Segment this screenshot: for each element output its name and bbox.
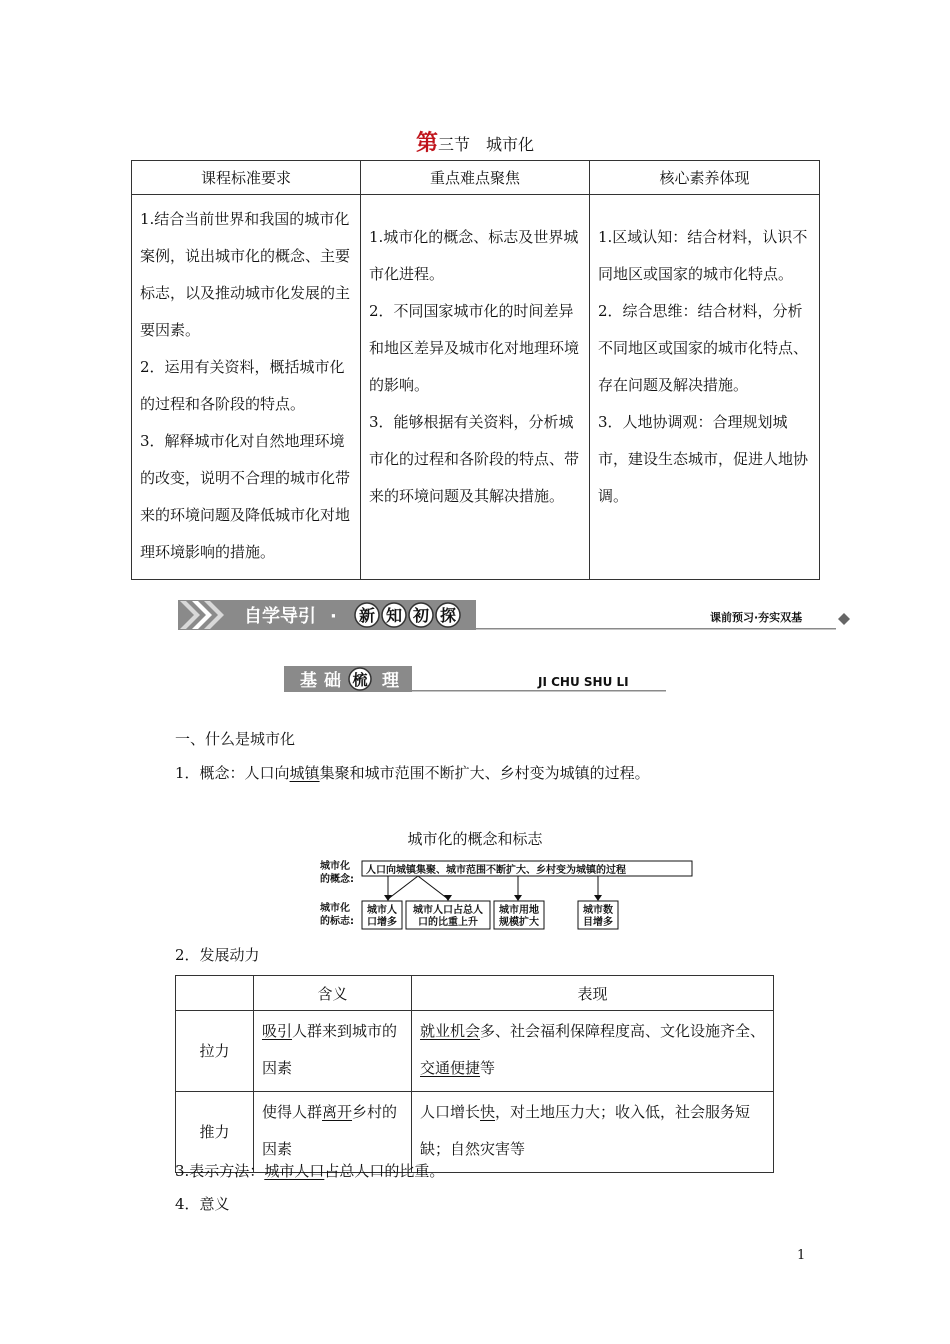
- answer-blank: 快: [480, 1103, 496, 1121]
- standards-body-row: [132, 195, 820, 580]
- banner-char: 初: [412, 606, 430, 625]
- meaning-text: 乡村的因素: [262, 1103, 398, 1158]
- banner2-circle-char: 梳: [352, 671, 368, 689]
- banner2-char: 理: [382, 671, 399, 691]
- row-name: 拉力: [176, 1011, 254, 1092]
- method-prefix: 3.表示方法：: [175, 1162, 265, 1180]
- marks-box-text: 规模扩大: [499, 917, 539, 928]
- standards-header-row: [132, 161, 820, 195]
- banner-tag: 课前预习·夯实双基: [710, 611, 803, 624]
- literacy-item: 3．人地协调观：合理规划城市，建设生态城市，促进人地协调。: [598, 413, 809, 505]
- manifestation-cell: [412, 1011, 774, 1092]
- answer-blank: 离开: [322, 1103, 353, 1121]
- meaning-text: 使得人群: [262, 1103, 323, 1121]
- marks-box-text: 目增多: [583, 917, 613, 928]
- table-row: [176, 1011, 774, 1092]
- header-standards: 课程标准要求: [132, 161, 361, 195]
- banner-char: 新: [358, 606, 376, 625]
- standards-item: 2．运用有关资料，概括城市化的过程和各阶段的特点。: [140, 358, 345, 413]
- header-meaning: 含义: [254, 976, 412, 1011]
- driving-force-table: [175, 975, 774, 1173]
- banner-char: 探: [439, 606, 457, 625]
- figure-title: 城市化的概念和标志: [407, 830, 543, 848]
- banner-left-text: 自学导引: [244, 606, 316, 627]
- section-heading: 2．发展动力: [175, 946, 260, 964]
- header-blank: [176, 976, 254, 1011]
- marks-box-text: 城市人口占总人: [413, 905, 483, 916]
- concept-answer: 城镇: [289, 764, 320, 782]
- banner2-char: 基: [300, 671, 317, 691]
- marks-label: 的标志:: [320, 916, 354, 927]
- concept-prefix: 1．概念：人口向: [175, 764, 290, 782]
- marks-box-text: 城市人: [367, 905, 397, 916]
- manifestation-cell: [412, 1092, 774, 1173]
- marks-box-text: 口的比重上升: [418, 917, 478, 928]
- concept-label: 的概念:: [320, 874, 354, 885]
- answer-blank: 就业机会: [420, 1022, 481, 1040]
- standards-item: 3．解释城市化对自然地理环境的改变，说明不合理的城市化带来的环境问题及降低城市化对地理环境影响的措施。: [140, 432, 351, 561]
- driving-header-row: [176, 976, 774, 1011]
- manifestation-text: 等: [480, 1059, 496, 1077]
- marks-box-text: 口增多: [367, 917, 397, 928]
- banner2-char: 础: [324, 671, 341, 691]
- standards-table: [131, 160, 820, 580]
- marks-box-text: 城市用地: [499, 905, 539, 916]
- banner2-pinyin: JI CHU SHU LI: [538, 675, 629, 689]
- manifestation-text: 多、社会福利保障程度高、文化设施齐全、: [480, 1022, 766, 1040]
- meaning-text: 人群来到城市的因素: [262, 1022, 398, 1077]
- literacy-item: 2．综合思维：结合材料，分析不同地区或国家的城市化特点、存在问题及解决措施。: [598, 302, 809, 394]
- title-section: 三节: [437, 135, 470, 154]
- meaning-cell: [254, 1011, 412, 1092]
- title-name: 城市化: [486, 135, 535, 154]
- method-answer: 城市人口: [264, 1162, 325, 1180]
- urbanization-diagram: [318, 855, 698, 935]
- standards-item: 1.结合当前世界和我国的城市化案例，说出城市化的概念、主要标志，以及推动城市化发展的主要因素。: [140, 210, 351, 339]
- literacy-item: 1.区域认知：结合材料，认识不同地区或国家的城市化特点。: [598, 228, 808, 283]
- banner-char: 知: [385, 606, 403, 625]
- focus-item: 3．能够根据有关资料，分析城市化的过程和各阶段的特点、带来的环境问题及其解决措施。: [369, 413, 580, 505]
- manifestation-text: 人口增长: [420, 1103, 481, 1121]
- page-title: [0, 126, 950, 157]
- banner-dot: ·: [330, 606, 337, 627]
- method-suffix: 占总人口的比重。: [324, 1162, 445, 1180]
- focus-cell: [361, 195, 590, 580]
- section-heading: 4．意义: [175, 1195, 230, 1213]
- header-focus: 重点难点聚焦: [361, 161, 590, 195]
- literacy-cell: [590, 195, 820, 580]
- focus-item: 1.城市化的概念、标志及世界城市化进程。: [369, 228, 579, 283]
- focus-item: 2．不同国家城市化的时间差异和地区差异及城市化对地理环境的影响。: [369, 302, 580, 394]
- section-heading: 一、什么是城市化: [175, 730, 296, 748]
- diamond-icon: [838, 613, 850, 625]
- concept-label: 城市化: [320, 861, 350, 872]
- marks-box-text: 城市数: [583, 905, 613, 916]
- manifestation-text: ，对土地压力大；收入低，社会服务短缺；自然灾害等: [420, 1103, 751, 1158]
- basics-banner: [284, 664, 668, 694]
- page-number: 1: [797, 1248, 806, 1263]
- marks-label: 城市化: [320, 903, 350, 914]
- header-literacy: 核心素养体现: [590, 161, 820, 195]
- concept-suffix: 集聚和城市范围不断扩大、乡村变为城镇的过程。: [319, 764, 650, 782]
- row-name: 推力: [176, 1092, 254, 1173]
- header-manifestation: 表现: [412, 976, 774, 1011]
- concept-text: 人口向城镇集聚、城市范围不断扩大、乡村变为城镇的过程: [366, 865, 626, 876]
- self-study-banner: [178, 598, 850, 634]
- answer-blank: 吸引: [262, 1022, 293, 1040]
- title-prefix: 第: [415, 130, 438, 156]
- method-line: [175, 1160, 444, 1181]
- concept-line: [175, 762, 650, 783]
- answer-blank: 交通便捷: [420, 1059, 481, 1077]
- standards-cell: [132, 195, 361, 580]
